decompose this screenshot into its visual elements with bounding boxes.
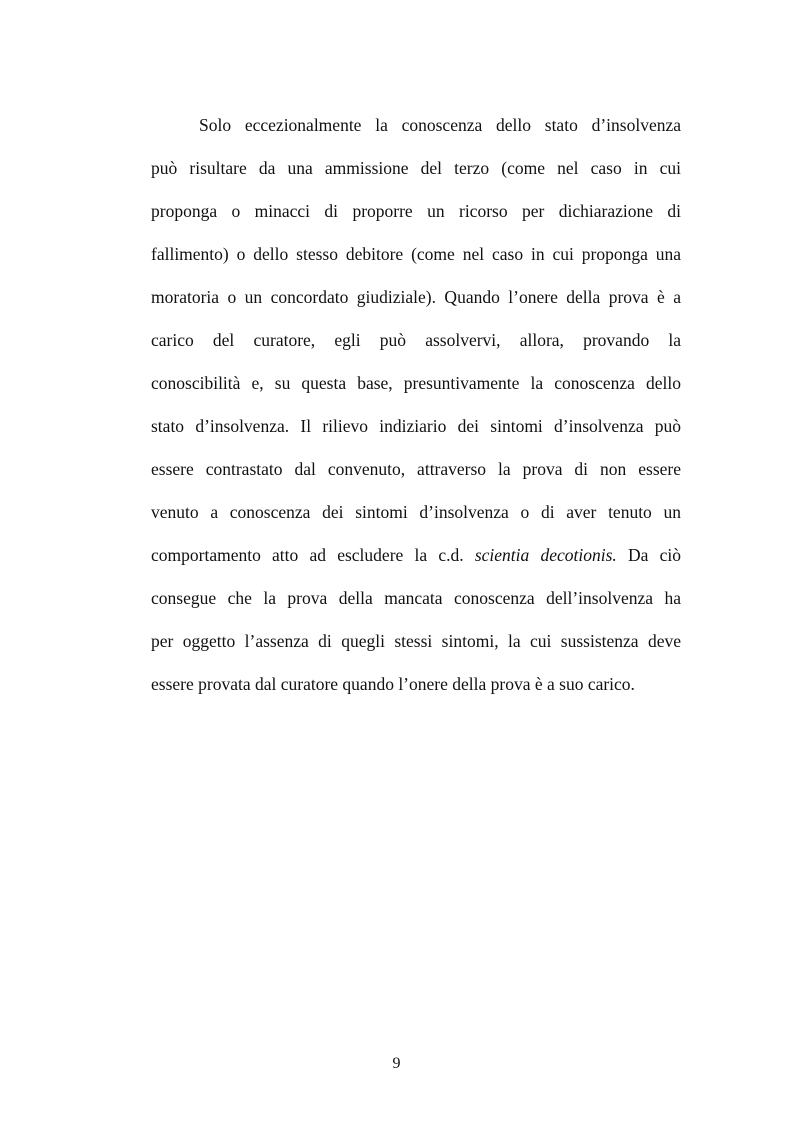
paragraph-line: può risultare da una ammissione del terzo (come nel caso in cui (151, 158, 681, 178)
italic-latin-term: scientia decotionis. (474, 545, 617, 565)
paragraph-line: per oggetto l’assenza di quegli stessi sintomi, la cui sussistenza deve (151, 631, 681, 651)
paragraph-line: venuto a conoscenza dei sintomi d’insolvenza o di aver tenuto un (151, 502, 681, 522)
paragraph-line-last: essere provata dal curatore quando l’onere della prova è a suo carico. (151, 674, 635, 694)
line-text-after-italic: Da ciò (616, 545, 681, 565)
paragraph-line: carico del curatore, egli può assolvervi, allora, provando la (151, 330, 681, 350)
body-paragraph (151, 104, 681, 706)
paragraph-line: Solo eccezionalmente la conoscenza dello stato d’insolvenza (199, 115, 681, 135)
paragraph-line: conoscibilità e, su questa base, presuntivamente la conoscenza dello (151, 373, 681, 393)
page-number: 9 (392, 1055, 401, 1072)
paragraph-line: stato d’insolvenza. Il rilievo indiziario dei sintomi d’insolvenza può (151, 416, 681, 436)
paragraph-line-with-italic (151, 534, 681, 577)
paragraph-line: moratoria o un concordato giudiziale). Quando l’onere della prova è a (151, 287, 681, 307)
line-text-before-italic: comportamento atto ad escludere la c.d. (151, 545, 475, 565)
paragraph-line: proponga o minacci di proporre un ricorso per dichiarazione di (151, 201, 681, 221)
paragraph-line: essere contrastato dal convenuto, attraverso la prova di non essere (151, 459, 681, 479)
paragraph-line: fallimento) o dello stesso debitore (come nel caso in cui proponga una (151, 244, 681, 264)
paragraph-line: consegue che la prova della mancata conoscenza dell’insolvenza ha (151, 588, 681, 608)
